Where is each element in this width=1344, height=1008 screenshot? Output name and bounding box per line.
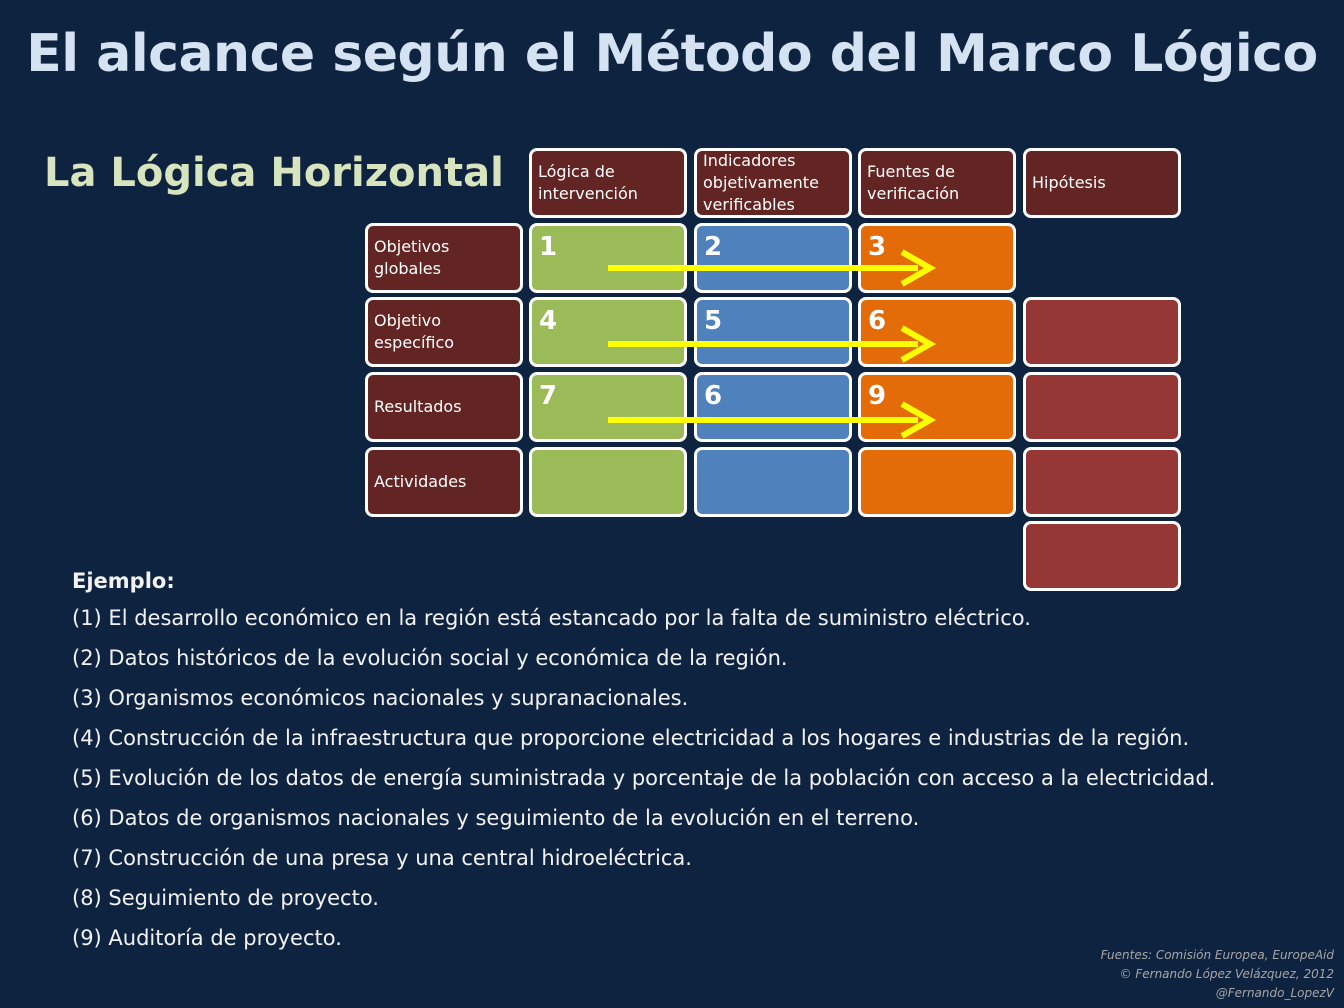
credits-handle: @Fernando_LopezV [1215, 986, 1334, 1000]
cell-2-hipotesis [1023, 297, 1181, 367]
column-header-indicadores [694, 148, 852, 218]
cell-number: 6 [704, 381, 723, 411]
example-line-5: (5) Evolución de los datos de energía suministrada y porcentaje de la población con acceso a la electricidad. [72, 766, 1216, 790]
cell-3-hipotesis [1023, 372, 1181, 442]
example-line-2: (2) Datos históricos de la evolución social y económica de la región. [72, 646, 788, 670]
credits [1101, 946, 1334, 1003]
cell-1-logica [529, 223, 687, 293]
credits-copyright: © Fernando López Velázquez, 2012 [1119, 967, 1334, 981]
credits-sources: Fuentes: Comisión Europea, EuropeAid [1100, 948, 1334, 962]
example-line-8: (8) Seguimiento de proyecto. [72, 886, 379, 910]
column-header-logica [529, 148, 687, 218]
example-block [72, 564, 1215, 958]
cell-4-logica [529, 447, 687, 517]
cell-3-logica [529, 372, 687, 442]
cell-3-indicadores [694, 372, 852, 442]
cell-number: 6 [868, 306, 887, 336]
column-header-fuentes [858, 148, 1016, 218]
row-header-objetivo-especifico-label: Objetivo específico [374, 311, 455, 352]
column-header-indicadores-label: Indicadores objetivamente verificables [703, 151, 819, 214]
cell-number: 4 [539, 306, 558, 336]
cell-4-indicadores [694, 447, 852, 517]
row-header-objetivo-especifico [365, 297, 523, 367]
column-header-fuentes-label: Fuentes de verificación [867, 162, 960, 203]
example-line-9: (9) Auditoría de proyecto. [72, 926, 342, 950]
cell-2-indicadores [694, 297, 852, 367]
cell-2-logica [529, 297, 687, 367]
cell-3-fuentes [858, 372, 1016, 442]
column-header-hipotesis [1023, 148, 1181, 218]
column-header-hipotesis-label: Hipótesis [1032, 173, 1106, 192]
cell-number: 3 [868, 232, 887, 262]
example-line-7: (7) Construcción de una presa y una central hidroeléctrica. [72, 846, 692, 870]
cell-number: 1 [539, 232, 558, 262]
cell-number: 7 [539, 381, 558, 411]
example-label: Ejemplo: [72, 569, 175, 593]
example-line-6: (6) Datos de organismos nacionales y seguimiento de la evolución en el terreno. [72, 806, 920, 830]
row-header-actividades [365, 447, 523, 517]
example-line-3: (3) Organismos económicos nacionales y supranacionales. [72, 686, 689, 710]
section-subtitle: La Lógica Horizontal [44, 150, 504, 196]
cell-number: 5 [704, 306, 723, 336]
slide-title: El alcance según el Método del Marco Lógico [26, 24, 1318, 84]
column-header-logica-label: Lógica de intervención [538, 162, 638, 203]
cell-number: 2 [704, 232, 723, 262]
cell-1-fuentes [858, 223, 1016, 293]
row-header-resultados [365, 372, 523, 442]
example-line-1: (1) El desarrollo económico en la región está estancado por la falta de suministro eléctrico. [72, 606, 1031, 630]
row-header-objetivos-globales-label: Objetivos globales [374, 237, 450, 278]
cell-4-fuentes [858, 447, 1016, 517]
row-header-objetivos-globales [365, 223, 523, 293]
row-header-actividades-label: Actividades [374, 472, 467, 491]
cell-2-fuentes [858, 297, 1016, 367]
cell-4-hipotesis [1023, 447, 1181, 517]
cell-number: 9 [868, 381, 887, 411]
cell-1-indicadores [694, 223, 852, 293]
row-header-resultados-label: Resultados [374, 397, 462, 416]
example-line-4: (4) Construcción de la infraestructura que proporcione electricidad a los hogares e industrias de la región. [72, 726, 1190, 750]
